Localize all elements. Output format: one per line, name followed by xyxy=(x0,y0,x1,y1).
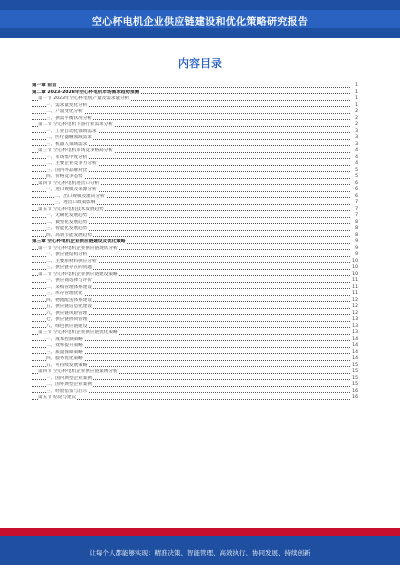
toc-entry-label: 三、国内外品牌对比 xyxy=(46,167,88,173)
toc-entry-label: 二、效率提升策略 xyxy=(46,343,83,348)
toc-entry-page: 9 xyxy=(355,245,358,251)
toc-entry-label: 一、供应链结构分析 xyxy=(46,252,88,257)
toc-entry-label: 第五节 结论与建议 xyxy=(38,395,77,400)
toc-entry-label: 四、高效节能发展趋势 xyxy=(46,232,92,238)
toc-entry-label: 第二章 2023-2028年空心杯电机市场需求趋势预测 xyxy=(32,89,140,95)
toc-entry-page: 14 xyxy=(352,343,358,348)
toc-entry-page: 3 xyxy=(355,128,358,134)
toc-entry-label: 八、绿色供应链建设 xyxy=(46,323,88,329)
toc-entry-page: 8 xyxy=(355,219,358,225)
toc-entry-page: 8 xyxy=(355,226,358,231)
toc-entry-page: 11 xyxy=(352,291,358,296)
toc-entry-page: 1 xyxy=(355,89,358,95)
toc-entry-label: 第一节 2023年空心杯电机产量及需求量分析 xyxy=(38,96,130,101)
toc-entry-page: 13 xyxy=(352,317,358,322)
toc-entry-page: 16 xyxy=(352,395,358,400)
page-header xyxy=(0,0,400,38)
toc-entry-page: 12 xyxy=(352,297,358,303)
toc-entry-label: 二、采购管理体系建设 xyxy=(46,284,92,290)
page-footer xyxy=(0,528,400,565)
toc-leader-dots xyxy=(32,87,350,88)
toc-entry-label: 第三节 空心杯电机企业供应链优化策略 xyxy=(38,330,118,335)
toc-entry-label: 一、国内典型企业案例 xyxy=(46,375,92,381)
toc-entry-label: 二、主要原材料供应分析 xyxy=(46,258,97,264)
toc-entry-page: 15 xyxy=(352,375,358,381)
toc-entry-label: 一、需求量变化分析 xyxy=(46,102,88,108)
toc-entry-page: 9 xyxy=(355,252,358,257)
toc-entry-page: 14 xyxy=(352,336,358,342)
toc-entry-label: 第一节 空心杯电机企业供应链现状分析 xyxy=(38,245,118,251)
toc-entry-page: 11 xyxy=(352,278,358,283)
toc-entry-label: 第二节 空心杯电机下游行业需求分析 xyxy=(38,122,113,127)
toc-entry-label: 二、出口规模及流向分析 xyxy=(54,193,105,199)
toc-entry-page: 7 xyxy=(355,213,358,218)
toc-entry-label: 四、价格竞争态势 xyxy=(46,174,83,179)
toc-entry-label: 三、智能化发展趋势 xyxy=(46,226,88,231)
toc-entry-label: 五、供应链信息化建设 xyxy=(46,304,92,309)
toc-entry-page: 2 xyxy=(355,115,358,121)
toc-entry-label: 第二节 空心杯电机企业供应链建设策略 xyxy=(38,271,118,277)
toc-entry-label: 六、供应链风险管理 xyxy=(46,310,88,316)
report-title: 空心杯电机企业供应链建设和优化策略研究报告 xyxy=(91,17,309,28)
toc-entry-page: 16 xyxy=(352,388,358,394)
toc-entry-label: 一、进口规模及来源分析 xyxy=(46,187,97,192)
toc-entry-page: 9 xyxy=(355,239,358,244)
toc-entry-page: 6 xyxy=(355,187,358,192)
toc-entry-page: 8 xyxy=(355,232,358,238)
toc-entry-label: 四、服务优化策略 xyxy=(46,356,83,361)
toc-entry-label: 二、产量变化分析 xyxy=(46,109,83,114)
toc-entry-page: 7 xyxy=(355,200,358,205)
toc-entry-label: 二、医疗器械领域需求 xyxy=(46,135,92,140)
toc-entry-label: 三、机器人领域需求 xyxy=(46,141,88,147)
toc-entry-label: 五、可持续发展策略 xyxy=(46,362,88,368)
toc-entry-page: 13 xyxy=(352,323,358,329)
toc-entry-page: 5 xyxy=(355,167,358,173)
toc-entry-label: 四、物流配送体系建设 xyxy=(46,297,92,303)
toc-entry-page: 14 xyxy=(352,349,358,355)
toc-entry-page: 13 xyxy=(352,330,358,335)
toc-leader-dots xyxy=(32,399,350,400)
toc-entry-page: 12 xyxy=(352,304,358,309)
toc-entry-page: 10 xyxy=(352,258,358,264)
toc-entry-label: 一、无刷化发展趋势 xyxy=(46,213,88,218)
toc-entry-label: 第一章 前言 xyxy=(32,83,57,88)
toc-entry-page: 1 xyxy=(355,83,358,88)
toc-entry-label: 三、库存管理优化 xyxy=(46,291,83,296)
toc-entry-page: 10 xyxy=(352,271,358,277)
toc-entry-page: 2 xyxy=(355,122,358,127)
toc-entry-label: 三、供需平衡状况分析 xyxy=(46,115,92,121)
toc-entry-label: 三、供应链存在的问题 xyxy=(46,265,92,270)
toc-entry-page: 15 xyxy=(352,382,358,387)
toc-entry-page: 15 xyxy=(352,369,358,374)
toc-entry-label: 三、进出口政策影响 xyxy=(54,200,96,205)
toc-entry-page: 1 xyxy=(355,96,358,101)
toc-entry-page: 5 xyxy=(355,174,358,179)
toc-entry-label: 三、经验借鉴与启示 xyxy=(46,388,88,394)
toc-entry-label: 一、工业自动化领域需求 xyxy=(46,128,97,134)
toc-entry-label: 二、国外典型企业案例 xyxy=(46,382,92,387)
toc-entry-page: 4 xyxy=(355,154,358,160)
toc-entry-page: 11 xyxy=(352,284,358,290)
toc-entry-label: 一、供应商选择与评价 xyxy=(46,278,92,283)
toc-entry-page: 4 xyxy=(355,148,358,153)
toc-entry-label: 二、微型化发展趋势 xyxy=(46,219,88,225)
toc-entry-label: 一、市场集中度分析 xyxy=(46,154,88,160)
toc-entry-page: 10 xyxy=(352,265,358,270)
table-of-contents xyxy=(32,83,358,402)
toc-entry-label: 第五节 空心杯电机技术发展趋势 xyxy=(38,206,104,212)
toc-entry-page: 4 xyxy=(355,161,358,166)
toc-entry-page: 3 xyxy=(355,141,358,147)
toc-title: 内容目录 xyxy=(178,57,222,70)
toc-entry-page: 3 xyxy=(355,135,358,140)
toc-entry-label: 第三节 空心杯电机市场竞争格局分析 xyxy=(38,148,113,153)
toc-entry-label: 一、成本控制策略 xyxy=(46,336,83,342)
toc-entry-label: 三、质量保障策略 xyxy=(46,349,83,355)
toc-entry-page: 14 xyxy=(352,356,358,361)
toc-entry-label: 二、主要企业竞争力分析 xyxy=(46,161,97,166)
toc-entry-label: 第四节 空心杯电机企业供应链案例分析 xyxy=(38,369,118,374)
toc-entry-page: 6 xyxy=(355,193,358,199)
toc-entry-label: 七、供应链协同管理 xyxy=(46,317,88,322)
toc-entry-page: 1 xyxy=(355,102,358,108)
toc-entry-page: 15 xyxy=(352,362,358,368)
toc-entry[interactable] xyxy=(32,395,358,402)
footer-slogan: 让每个人都能够实现：精准决策、智能管理、高效执行、协同发展、持续创新 xyxy=(89,549,311,557)
toc-entry-page: 6 xyxy=(355,180,358,186)
toc-entry-page: 12 xyxy=(352,310,358,316)
toc-entry-label: 第四节 空心杯电机进出口分析 xyxy=(38,180,100,186)
toc-entry-page: 2 xyxy=(355,109,358,114)
toc-entry-label: 第三章 空心杯电机企业供应链建设及优化策略 xyxy=(32,239,126,244)
toc-entry-page: 7 xyxy=(355,206,358,212)
